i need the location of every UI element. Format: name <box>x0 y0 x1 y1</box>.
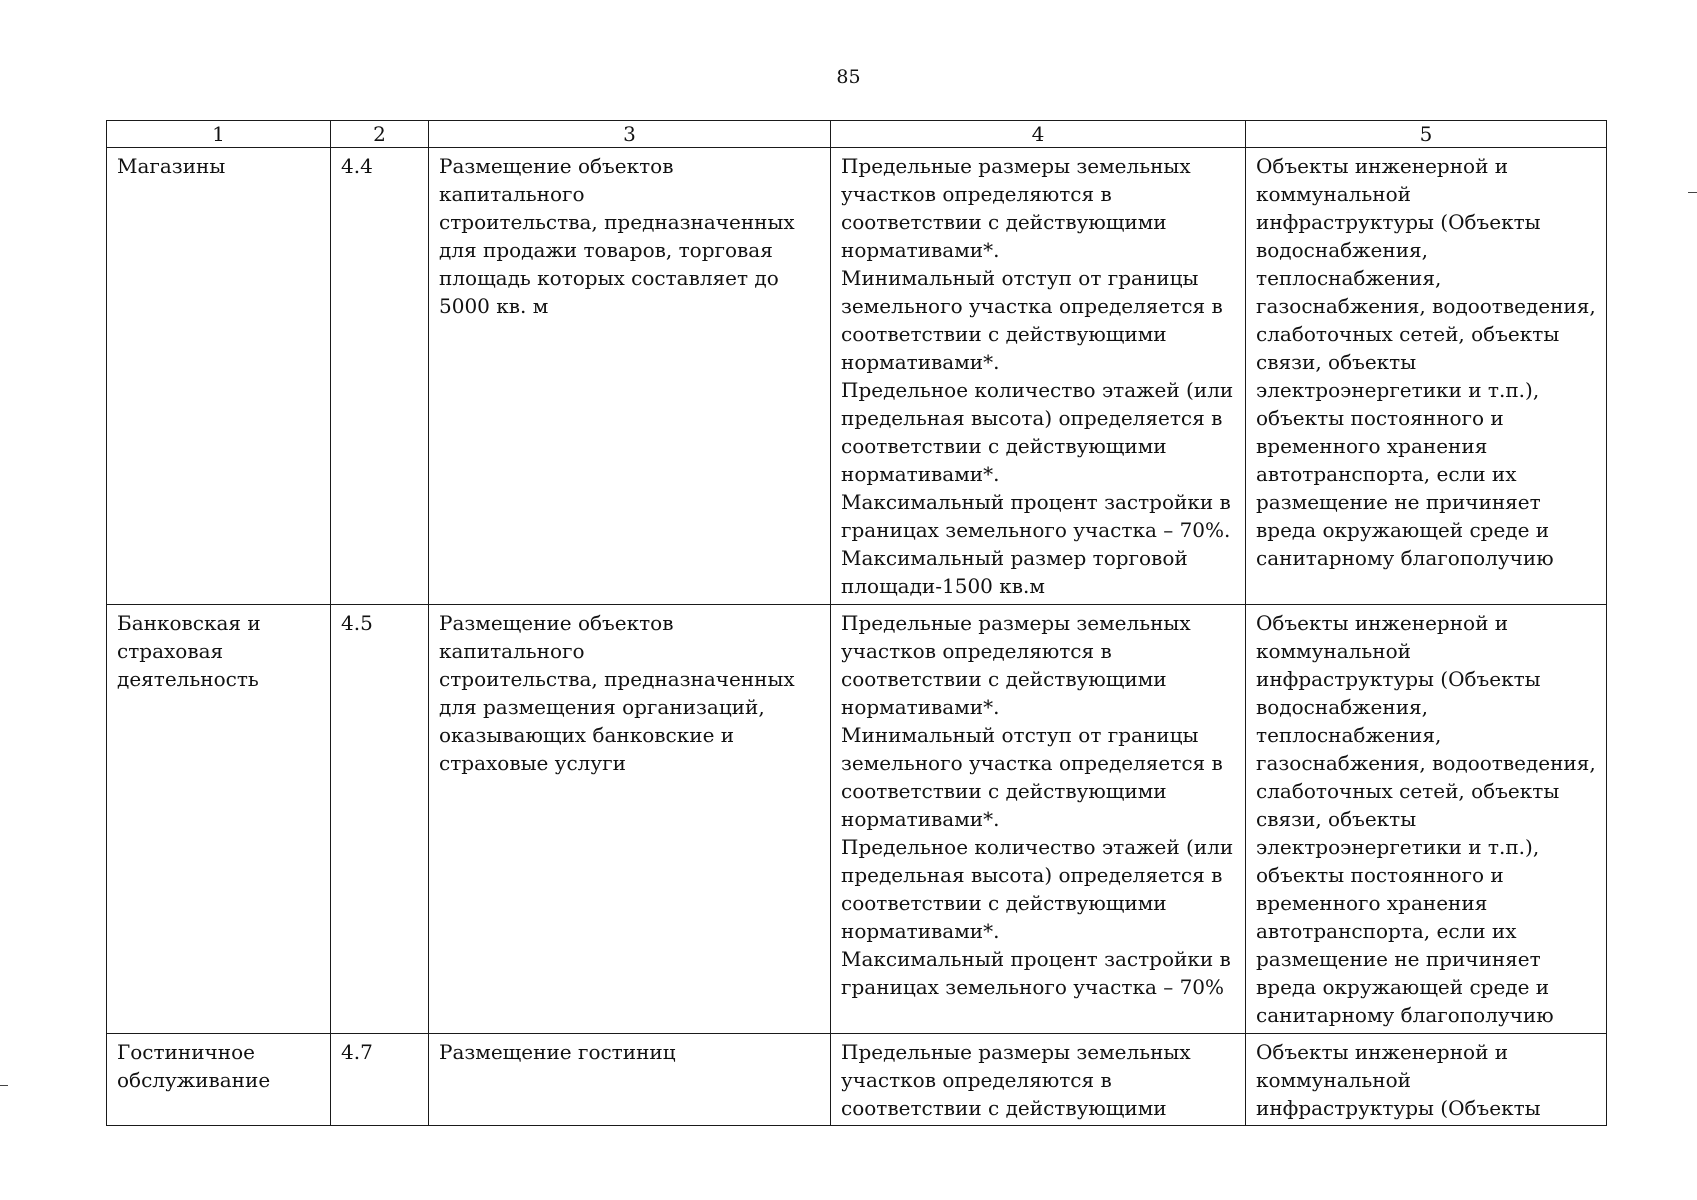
auxiliary-uses-text: Объекты инженерной и коммунальной инфраструктуры (Объекты водоснабжения, теплоснабжения, газоснабжения, водоотведения, слаботочных сетей, объекты связи, объекты электроэнергетики и т.п.), объекты постоянного и временного хранения автотранспорта, если их размещение не причиняет вреда окружающей среде и санитарному благополучию <box>1256 611 1596 1027</box>
column-header-5: 5 <box>1246 121 1607 148</box>
auxiliary-uses-cell <box>1246 1034 1607 1126</box>
column-header-1: 1 <box>107 121 331 148</box>
parameters-cell <box>831 605 1246 1034</box>
use-description: Размещение гостиниц <box>439 1040 676 1064</box>
regulations-table <box>106 120 1607 1126</box>
use-code: 4.4 <box>341 154 373 178</box>
use-name: Магазины <box>117 154 226 178</box>
column-header-3: 3 <box>429 121 831 148</box>
use-name-cell <box>107 1034 331 1126</box>
table-row <box>107 605 1607 1034</box>
parameters-cell <box>831 148 1246 605</box>
use-code-cell <box>331 605 429 1034</box>
table-row <box>107 148 1607 605</box>
use-name: Гостиничное обслуживание <box>117 1040 271 1092</box>
auxiliary-uses-cell <box>1246 148 1607 605</box>
auxiliary-uses-text: Объекты инженерной и коммунальной инфраструктуры (Объекты <box>1256 1040 1541 1120</box>
parameters-text: Предельные размеры земельных участков определяются в соответствии с действующими нормативами*. Минимальный отступ от границы земельного участка определяется в соответствии с действующими нормативами*. Предельное количество этажей (или предельная высота) определяется в соответствии с действующими нормативами*. Максимальный процент застройки в границах земельного участка – 70%. Максимальный размер торговой площади-1500 кв.м <box>841 154 1234 598</box>
use-code-cell <box>331 148 429 605</box>
use-description-cell <box>429 605 831 1034</box>
auxiliary-uses-text: Объекты инженерной и коммунальной инфраструктуры (Объекты водоснабжения, теплоснабжения, газоснабжения, водоотведения, слаботочных сетей, объекты связи, объекты электроэнергетики и т.п.), объекты постоянного и временного хранения автотранспорта, если их размещение не причиняет вреда окружающей среде и санитарному благополучию <box>1256 154 1596 570</box>
use-code: 4.5 <box>341 611 373 635</box>
scan-edge-mark <box>1688 192 1697 193</box>
use-code-cell <box>331 1034 429 1126</box>
use-name-cell <box>107 148 331 605</box>
table-header-row <box>107 121 1607 148</box>
parameters-text: Предельные размеры земельных участков определяются в соответствии с действующими <box>841 1040 1191 1120</box>
column-header-4: 4 <box>831 121 1246 148</box>
parameters-cell <box>831 1034 1246 1126</box>
auxiliary-uses-cell <box>1246 605 1607 1034</box>
use-description: Размещение объектов капитального строительства, предназначенных для размещения организаций, оказывающих банковские и страховые услуги <box>439 611 795 775</box>
scan-edge-mark <box>0 1085 8 1086</box>
use-name-cell <box>107 605 331 1034</box>
table-row <box>107 1034 1607 1126</box>
page-number: 85 <box>836 66 861 88</box>
use-name: Банковская и страховая деятельность <box>117 611 261 691</box>
use-description: Размещение объектов капитального строительства, предназначенных для продажи товаров, торговая площадь которых составляет до 5000 кв. м <box>439 154 795 318</box>
parameters-text: Предельные размеры земельных участков определяются в соответствии с действующими нормативами*. Минимальный отступ от границы земельного участка определяется в соответствии с действующими нормативами*. Предельное количество этажей (или предельная высота) определяется в соответствии с действующими нормативами*. Максимальный процент застройки в границах земельного участка – 70% <box>841 611 1234 999</box>
use-code: 4.7 <box>341 1040 373 1064</box>
column-header-2: 2 <box>331 121 429 148</box>
use-description-cell <box>429 148 831 605</box>
use-description-cell <box>429 1034 831 1126</box>
